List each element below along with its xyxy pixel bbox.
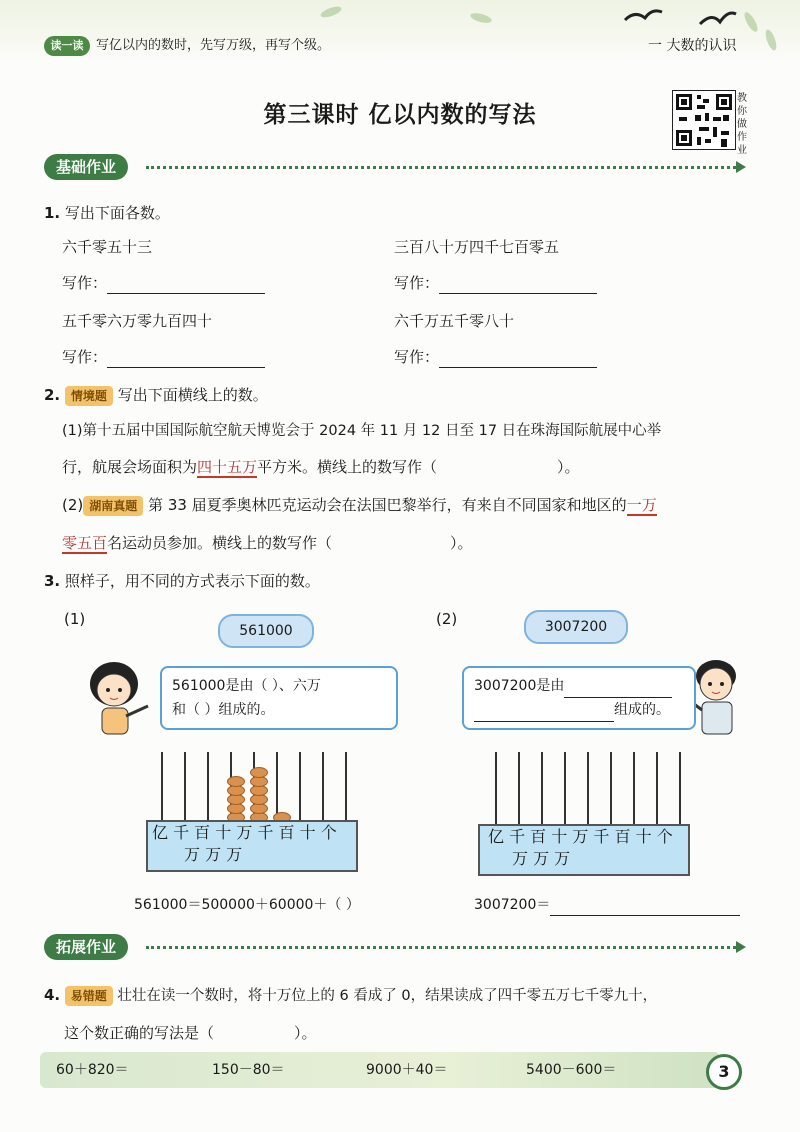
q4-line2: 这个数正确的写法是（ ）。 [64, 1024, 317, 1042]
birds-icon [620, 2, 740, 34]
girl-illustration-icon [82, 660, 152, 740]
cloud-number-1: 561000 [218, 614, 314, 648]
q3-part1-label: (1) [64, 610, 86, 628]
q3-answer-part2-a[interactable] [564, 681, 672, 698]
calc-3: 9000＋40＝ [366, 1062, 448, 1078]
q3-part2-label: (2) [436, 610, 458, 628]
unit-title: 一 大数的认识 [648, 38, 737, 54]
arrow-right-icon-2 [736, 941, 746, 953]
q1-item-1: 六千零五十三 [62, 238, 153, 256]
q1-answer-2[interactable]: 写作： [394, 272, 597, 294]
q1-item-3: 五千零六万零九百四十 [62, 312, 213, 330]
error-prone-tag: 易错题 [65, 986, 113, 1006]
question-4: 4. 易错题 壮壮在读一个数时，将十万位上的 6 看成了 0，结果读成了四千零五万七千零九十， [44, 986, 658, 1004]
question-2: 2. 情境题 写出下面横线上的数。 [44, 386, 268, 404]
footer-calc-bar [40, 1052, 720, 1088]
q4-answer[interactable] [214, 1043, 294, 1044]
q1-item-4: 六千万五千零八十 [394, 312, 515, 330]
question-1: 1. 写出下面各数。 [44, 204, 170, 222]
q3-answer-equation-2[interactable] [550, 899, 740, 916]
header-tip: 写亿以内的数时，先写万级，再写个级。 [96, 38, 331, 53]
qr-caption: 教 你 做 作 业 [737, 93, 747, 156]
q1-answer-3[interactable]: 写作： [62, 346, 265, 368]
q1-answer-4[interactable]: 写作： [394, 346, 597, 368]
abacus-1-labels: 亿 千 百 十 万 千 百 十 个 万 万 万 [146, 820, 358, 872]
q2-answer-1[interactable] [437, 478, 557, 479]
arrow-right-icon [736, 161, 746, 173]
scenario-tag: 情境题 [65, 386, 113, 406]
hunan-tag: 湖南真题 [83, 496, 143, 516]
q3-equation-2: 3007200＝ [474, 894, 740, 916]
page-title: 第三课时 亿以内数的写法 [263, 102, 537, 128]
q2-p2-line1: (2) 湖南真题 第 33 届夏季奥林匹克运动会在法国巴黎举行，有来自不同国家和地区的一万 [62, 496, 657, 514]
page-number: 3 [706, 1054, 742, 1090]
section-divider [146, 166, 736, 169]
calc-4: 5400－600＝ [526, 1062, 617, 1078]
abacus-2-labels: 亿 千 百 十 万 千 百 十 个 万 万 万 [478, 824, 690, 876]
q3-equation-1: 561000＝500000＋60000＋（ ） [134, 897, 360, 913]
q2-answer-2[interactable] [332, 554, 450, 555]
abacus-1 [148, 752, 354, 822]
question-3: 3. 照样子，用不同的方式表示下面的数。 [44, 572, 320, 590]
qr-code-icon[interactable] [672, 90, 736, 150]
abacus-2 [482, 752, 688, 822]
q1-item-2: 三百八十万四千七百零五 [394, 238, 560, 256]
section-divider-2 [146, 946, 736, 949]
section-extend: 拓展作业 [44, 934, 128, 960]
q3-answer-part2-b[interactable] [474, 705, 614, 722]
q2-p2-line2: 零五百名运动员参加。横线上的数写作（ ）。 [62, 532, 473, 555]
speech-bubble-2: 3007200是由 组成的。 [462, 666, 696, 730]
q2-p1-line1: (1)第十五届中国国际航空航天博览会于 2024 年 11 月 12 日至 17 日在珠海国际航展中心举 [62, 423, 662, 439]
section-basic: 基础作业 [44, 154, 128, 180]
calc-2: 150－80＝ [212, 1062, 285, 1078]
read-badge: 读一读 [44, 36, 90, 56]
q1-answer-1[interactable]: 写作： [62, 272, 265, 294]
q2-p1-line2: 行，航展会场面积为四十五万平方米。横线上的数写作（ ）。 [62, 456, 580, 479]
cloud-number-2: 3007200 [524, 610, 628, 644]
calc-1: 60＋820＝ [56, 1062, 129, 1078]
speech-bubble-1: 561000是由（ ）、六万 和（ ）组成的。 [160, 666, 398, 730]
